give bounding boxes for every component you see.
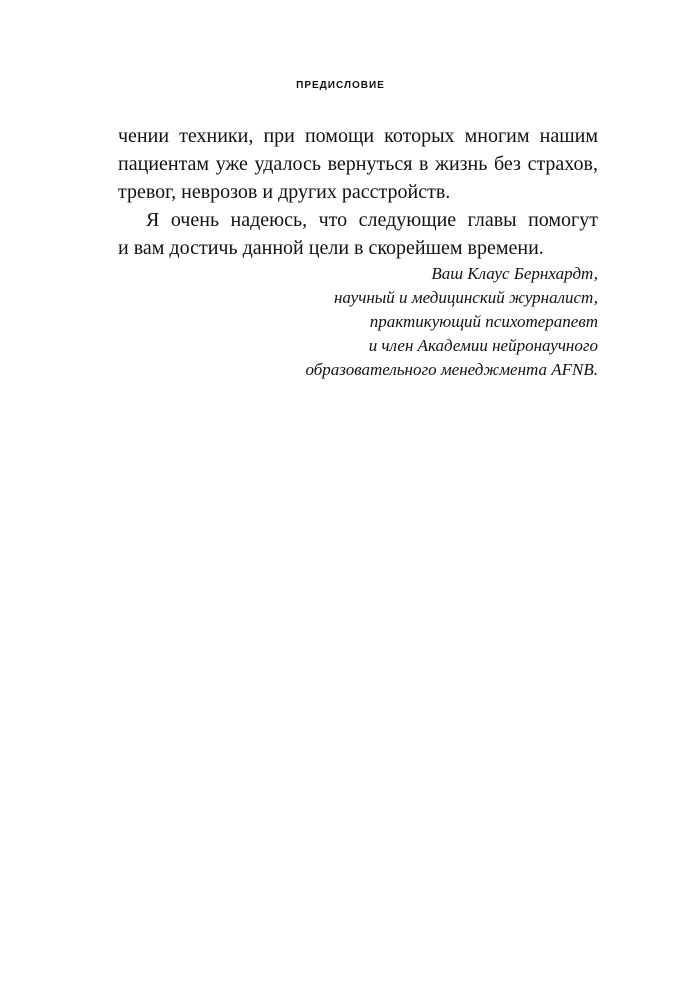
signature-line: практикующий психотерапевт	[369, 312, 598, 331]
main-text	[118, 122, 598, 262]
signature-line: образовательного менеджмента AFNB.	[305, 360, 598, 379]
text-line: и вам достичь данной цели в скорейшем времени.	[118, 237, 544, 259]
author-signature	[118, 262, 598, 382]
paragraph-2	[118, 206, 598, 262]
signature-line: научный и медицинский журналист,	[333, 288, 598, 307]
text-line: чении техники, при помощи которых многим нашим	[118, 125, 598, 147]
text-line: тревог, неврозов и других расстройств.	[118, 181, 451, 203]
running-header: ПРЕДИСЛОВИЕ	[296, 80, 385, 91]
signature-line: Ваш Клаус Бернхардт,	[431, 264, 598, 283]
text-line: пациентам уже удалось вернуться в жизнь без страхов,	[118, 153, 598, 175]
signature-line: и член Академии нейронаучного	[368, 336, 598, 355]
text-line: Я очень надеюсь, что следующие главы помогут	[146, 209, 598, 231]
paragraph-1	[118, 122, 598, 206]
